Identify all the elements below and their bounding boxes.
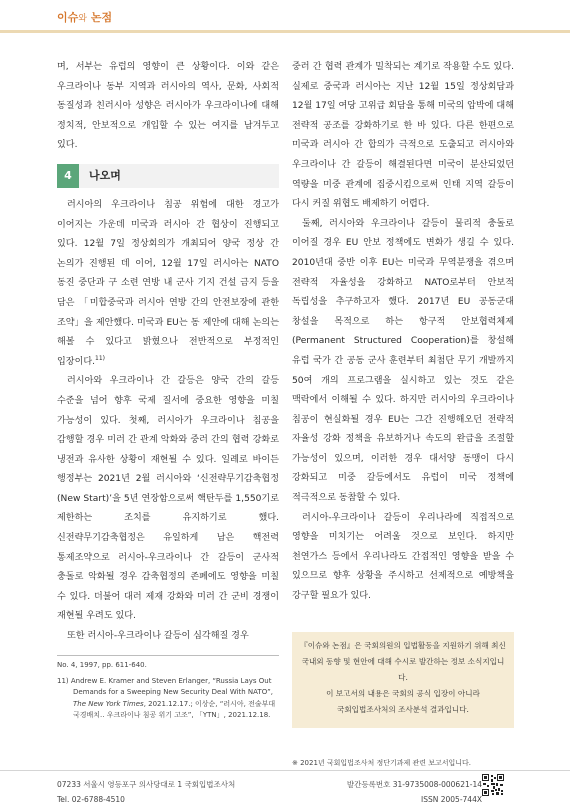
footer-address: 07233 서울시 영등포구 의사당대로 1 국회입법조사처 xyxy=(57,780,236,789)
left-column xyxy=(57,58,279,647)
paragraph-3-continued: 중러 간 협력 관계가 밀착되는 계기로 작용할 수도 있다. 실제로 중국과 러시아는 지난 12월 15일 정상회담과 12월 17일 여당 고위급 회담을 통해 미국의 압박에 대해 전략적 공조를 강화하기로 한 바 있다. 다른 한편으로 미국과 러시아 간 합의가 극적으로 도출되고 러시아와 우크라이나 간 갈등이 해결된다면 미국이 분산되었던 역량을 미중 관계에 집중시킴으로써 인태 지역 갈등이 다시 커질 위협도 배제하기 어렵다. xyxy=(292,62,514,210)
footnote-11: 11) Andrew E. Kramer and Steven Erlanger, “Russia Lays Out Demands for a Sweeping New Security Deal With NATO”, The New York Times, 2021.12.17.; 이상순, “러시아, 전술부대 국경배치.. 우크라이나 침공 위기 고조”, 「YTN」, 2021.12.18. xyxy=(57,676,276,719)
section-number: 4 xyxy=(57,164,79,188)
paragraph-2: 러시아와 우크라이나 간 갈등은 양국 간의 갈등 수준을 넘어 향후 국제 질서에 중요한 영향을 미칠 가능성이 있다. 첫째, 러시아가 우크라이나 침공을 감행할 경우 미러 간 관계 악화와 중러 간의 협력 강화로 냉전과 유사한 상황이 재현될 수 있다. 일례로 바이든 행정부는 2021년 2월 러시아와 ‘신전략무기감축협정(New Start)’을 5년 연장함으로써 핵탄두를 1,550기로 제한하는 조치를 유지하기로 했다. 신전략무기감축협정은 유일하게 남은 핵전력 통제조약으로 러시아-우크라이나 간 갈등이 군사적 충돌로 악화될 경우 감축협정의 존폐에도 영향을 미칠 수 있다. 더불어 대러 제재 강화와 미러 간 군비 경쟁이 재현될 우려도 있다. xyxy=(57,376,279,622)
header-divider xyxy=(0,30,570,33)
report-note: ※ 2021년 국회입법조사처 정단기과제 관련 보고서입니다. xyxy=(292,759,472,767)
footer-issn: ISSN 2005-744X xyxy=(421,795,482,804)
footnote-previous: No. 4, 1997, pp. 611-640. xyxy=(57,661,147,669)
paragraph-5: 러시아-우크라이나 갈등이 우리나라에 직접적으로 영향을 미치기는 어려울 것으로 보인다. 하지만 천연가스 등에서 우리나라도 간접적인 영향을 받을 수 있으므로 향후 상황을 주시하고 선제적으로 예방책을 강구할 필요가 있다. xyxy=(292,512,514,602)
footer-divider xyxy=(0,770,570,771)
footer-reg-no: 발간등록번호 31-9735008-000621-14 xyxy=(346,780,482,789)
page-header xyxy=(0,0,570,38)
intro-paragraph: 며, 서부는 유럽의 영향이 큰 상황이다. 이와 같은 우크라이나 동부 지역과 러시아의 역사, 문화, 사회적 동질성과 친러시아 성향은 러시아가 우크라이나에 대해 정치적, 안보적으로 개입할 수 있는 여지를 남겨두고 있다. xyxy=(57,62,279,151)
publication-title: 이슈와 논점 xyxy=(57,11,113,24)
notice-box: 『이슈와 논점』은 국회의원의 입법활동을 지원하기 위해 최신 국내외 동향 및 현안에 대해 수시로 발간하는 정보 소식지입니다. 이 보고서의 내용은 국회의 공식 입장이 아니라 국회입법조사처의 조사분석 결과입니다. xyxy=(292,632,514,728)
section-title: 나오며 xyxy=(89,169,121,183)
paragraph-1: 러시아의 우크라이나 침공 위험에 대한 경고가 이어지는 가운데 미국과 러시아 간 협상이 진행되고 있다. 12월 7일 정상회의가 개최되어 양국 정상 간 논의가 진행된 데 이어, 12월 17일 러시아는 NATO 동진 중단과 구 소련 연방 내 군사 기지 건설 금지 등을 담은 「미합중국과 러시아 연방 간의 안전보장에 관한 조약」을 제안했다. 미국과 EU는 동 제안에 대해 논의는 해볼 수 있다고 밝혔으나 전반적으로 부정적인 입장이다.$^{11)}$ xyxy=(57,199,279,367)
section-heading xyxy=(57,164,279,188)
footer-registration-block xyxy=(347,777,482,807)
paragraph-4: 둘째, 러시아와 우크라이나 갈등이 물리적 충돌로 이어질 경우 EU 안보 정책에도 변화가 생길 수 있다. 2010년대 중반 이후 EU는 미국과 무역분쟁을 겪으며 전략적 자율성을 강화하고 NATO로부터 안보적 독립성을 추구하고자 했다. 2017년 EU 공동군대 창설을 목적으로 하는 항구적 안보협력체제(Permanent Structured Cooperation)를 창설해 유럽 국가 간 공동 군사 훈련부터 최첨단 무기 개발까지 50여 개의 프로그램을 실시하고 있는 것도 같은 맥락에서 이해될 수 있다. 하지만 러시아의 우크라이나 침공이 현실화될 경우 EU는 그간 진행해오던 전략적 자율성 강화 정책을 유보하거나 속도의 완급을 조절할 가능성이 있으며, 이러한 경우 대서양 동맹이 다시 강화되고 미중 갈등에서도 유럽이 미국 정책에 적극적으로 동참할 수 있다. xyxy=(292,218,514,504)
qr-code-icon[interactable] xyxy=(482,774,504,796)
footnotes xyxy=(57,655,279,722)
footnote-journal: The New York Times xyxy=(73,699,144,708)
footnote-ref-11[interactable]: 11) xyxy=(95,354,106,362)
footer-address-block xyxy=(57,777,235,807)
paragraph-3-start: 또한 러시아-우크라이나 갈등이 심각해질 경우 xyxy=(67,631,249,642)
right-column xyxy=(292,58,514,607)
footer-tel: Tel. 02-6788-4510 xyxy=(57,795,125,804)
